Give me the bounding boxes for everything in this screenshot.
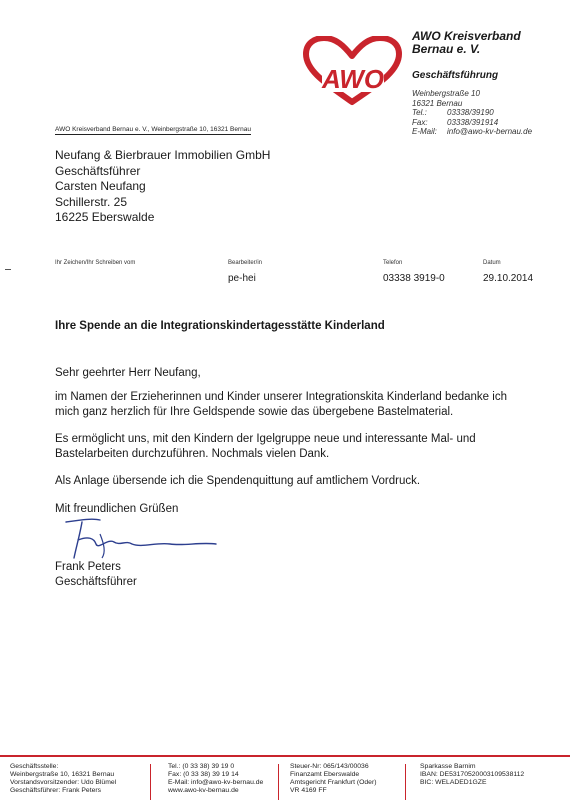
paragraph-1-line-1: im Namen der Erzieherinnen und Kinder unserer Integrationskita Kinderland bedanke ich: [55, 391, 507, 403]
footer-contact-line: Tel.: (0 33 38) 39 19 0: [168, 763, 235, 770]
footer-separator: [278, 764, 279, 800]
org-name-line1: AWO Kreisverband: [412, 29, 521, 43]
salutation: Sehr geehrter Herr Neufang,: [55, 367, 201, 379]
footer-bank: [420, 763, 524, 787]
paragraph-3: Als Anlage übersende ich die Spendenquittung auf amtlichem Vordruck.: [55, 475, 421, 487]
footer-bank-line: Sparkasse Barnim: [420, 763, 476, 770]
footer-legal-line: Amtsgericht Frankfurt (Oder): [290, 779, 377, 786]
email-value: info@awo-kv-bernau.de: [447, 127, 533, 136]
recipient-street: Schillerstr. 25: [55, 194, 128, 209]
footer-office-line: Vorstandsvorsitzender: Udo Blümel: [10, 779, 117, 786]
sender-line: AWO Kreisverband Bernau e. V., Weinbergstraße 10, 16321 Bernau: [55, 126, 251, 133]
paragraph-2-line-1: Es ermöglicht uns, mit den Kindern der Igelgruppe neue und interessante Mal- und: [55, 433, 476, 445]
footer-legal: [290, 763, 377, 795]
footer-bank-line: IBAN: DE53170520003109538112: [420, 771, 525, 778]
recipient-city: 16225 Eberswalde: [55, 210, 155, 224]
paragraph-2-line-2: Bastelarbeiten durchzuführen. Nochmals vielen Dank.: [55, 448, 330, 460]
paragraph-1-line-2: mich ganz herzlich für Ihre Geldspende sowie das übergebene Bastelmaterial.: [55, 406, 454, 418]
date-label: Datum: [483, 260, 501, 266]
letterhead-city: 16321 Bernau: [412, 98, 463, 108]
recipient-name: Carsten Neufang: [55, 179, 146, 193]
footer-separator: [405, 764, 406, 800]
fax-label: Fax:: [412, 117, 428, 127]
footer-contact-line: www.awo-kv-bernau.de: [168, 787, 239, 794]
signer-title: Geschäftsführer: [55, 576, 137, 588]
handler-label: Bearbeiter/in: [228, 260, 263, 266]
footer-legal-line: VR 4169 FF: [290, 787, 327, 794]
footer-contact-line: E-Mail: info@awo-kv-bernau.de: [168, 779, 264, 786]
awo-logo-text: AWO: [321, 64, 385, 94]
footer-legal-line: Finanzamt Eberswalde: [290, 771, 360, 778]
paragraph-1: [55, 390, 507, 420]
recipient-address: [55, 148, 270, 226]
footer-contact-line: Fax: (0 33 38) 39 19 14: [168, 771, 239, 778]
recipient-company: Neufang & Bierbrauer Immobilien GmbH: [55, 148, 271, 162]
handwritten-signature: [60, 514, 220, 564]
email-label: E-Mail:: [412, 127, 437, 136]
footer-office-line: Geschäftsstelle:: [10, 763, 59, 770]
tel-value: 03338/39190: [447, 108, 494, 117]
footer-separator: [150, 764, 151, 800]
footer-legal-line: Steuer-Nr: 065/143/00036: [290, 763, 369, 770]
phone-label: Telefon: [383, 260, 403, 266]
fold-mark: [5, 269, 11, 270]
footer-office-line: Geschäftsführer: Frank Peters: [10, 787, 102, 794]
footer-bank-line: BIC: WELADED1GZE: [420, 779, 487, 786]
letterhead-street: Weinbergstraße 10: [412, 89, 480, 98]
footer-office-line: Weinbergstraße 10, 16321 Bernau: [10, 771, 115, 778]
signer-name: Frank Peters: [55, 561, 121, 573]
letterhead-contact: [412, 89, 532, 137]
footer-divider: [0, 755, 570, 757]
tel-label: Tel.:: [412, 108, 427, 117]
your-ref-label: Ihr Zeichen/Ihr Schreiben vom: [55, 260, 136, 266]
paragraph-2: [55, 432, 476, 462]
awo-logo: [300, 36, 405, 108]
department: Geschäftsführung: [412, 70, 499, 81]
letter-subject: Ihre Spende an die Integrationskindertagesstätte Kinderland: [55, 320, 385, 332]
org-name: [412, 30, 521, 56]
footer-contact: [168, 763, 263, 795]
handler-value: pe-hei: [228, 273, 256, 284]
phone-value: 03338 3919-0: [383, 273, 445, 284]
recipient-title: Geschäftsführer: [55, 163, 141, 178]
date-value: 29.10.2014: [483, 273, 534, 284]
closing: Mit freundlichen Grüßen: [55, 503, 179, 515]
fax-value: 03338/391914: [447, 117, 499, 127]
footer-office: [10, 763, 116, 795]
signer-block: [55, 560, 137, 590]
org-name-line2: Bernau e. V.: [412, 42, 481, 56]
